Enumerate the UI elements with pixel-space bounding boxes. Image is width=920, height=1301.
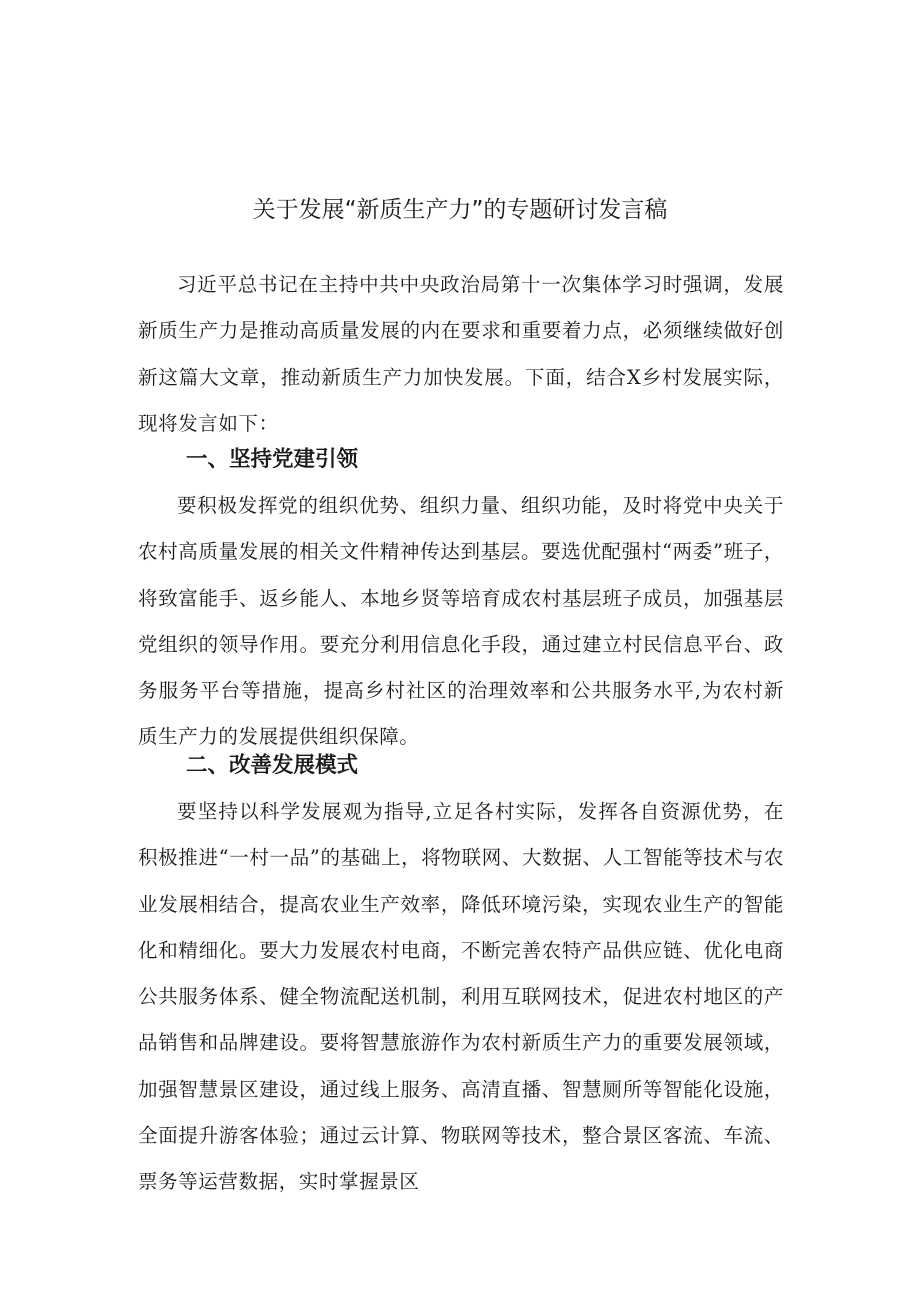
section-paragraph-2: 要坚持以科学发展观为指导,立足各村实际，发挥各自资源优势，在积极推进“一村一品”的基础上，将物联网、大数据、人工智能等技术与农业发展相结合，提高农业生产效率，降低环境污染，实现农业生产的智能化和精细化。要大力发展农村电商，不断完善农特产品供应链、优化电商公共服务体系、健全物流配送机制，利用互联网技术，促进农村地区的产品销售和品牌建设。要将智慧旅游作为农村新质生产力的重要发展领域，加强智慧景区建设，通过线上服务、高清直播、智慧厕所等智能化设施，全面提升游客体验；通过云计算、物联网等技术，整合景区客流、车流、票务等运营数据，实时掌握景区 [138,800,784,1194]
document-title: 关于发展“新质生产力”的专题研讨发言稿 [252,197,668,224]
intro-paragraph: 习近平总书记在主持中共中央政治局第十一次集体学习时强调，发展新质生产力是推动高质量发展的内在要求和重要着力点，必须继续做好创新这篇大文章，推动新质生产力加快发展。下面，结合X乡村发展实际，现将发言如下： [138,273,784,435]
section-heading-1: 一、坚持党建引领 [186,447,359,472]
section-paragraph-1: 要积极发挥党的组织优势、组织力量、组织功能，及时将党中央关于农村高质量发展的相关文件精神传达到基层。要选优配强村“两委”班子，将致富能手、返乡能人、本地乡贤等培育成农村基层班子成员，加强基层党组织的领导作用。要充分利用信息化手段，通过建立村民信息平台、政务服务平台等措施，提高乡村社区的治理效率和公共服务水平,为农村新质生产力的发展提供组织保障。 [138,494,784,749]
section-heading-2: 二、改善发展模式 [186,753,359,778]
